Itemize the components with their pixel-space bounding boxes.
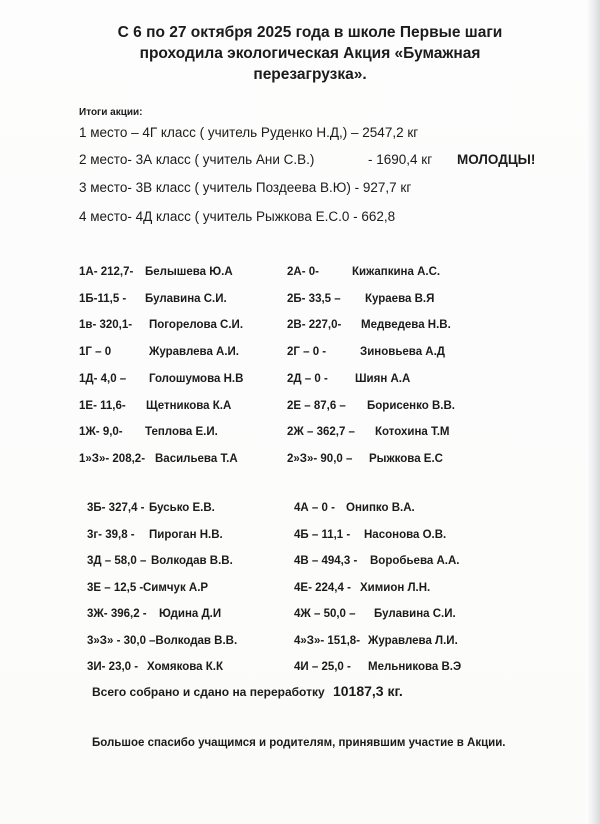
- page-edge-shadow: [586, 0, 600, 824]
- class-amount: 4В – 494,3 -: [294, 555, 358, 567]
- class-amount: 1Д- 4,0 –: [79, 372, 127, 385]
- teacher-name: Насонова О.В.: [364, 528, 447, 541]
- place-2-bravo: МОЛОДЦЫ!: [457, 152, 536, 167]
- teacher-name: Хомякова К.К: [147, 661, 223, 673]
- class-amount: 1»З»- 208,2-: [79, 452, 146, 465]
- class-amount: 3Е – 12,5 -: [87, 581, 144, 594]
- class-amount: 3»З» - 30,0: [87, 634, 146, 647]
- thanks-line: Большое спасибо учащимся и родителям, принявшим участие в Акции.: [92, 737, 506, 749]
- class-amount: 1Ж- 9,0-: [79, 426, 123, 439]
- total-value: 10187,3 кг.: [332, 683, 403, 699]
- class-amount: 1Б-11,5 -: [79, 292, 127, 305]
- class-amount: 4Б – 11,1 -: [294, 528, 351, 541]
- class-amount: 2В- 227,0-: [287, 319, 342, 332]
- teacher-name: Шиян А.А: [355, 372, 411, 385]
- title-line-3: перезагрузка».: [253, 66, 367, 83]
- place-2-amount: - 1690,4 кг: [368, 152, 433, 167]
- teacher-name: Котохина Т.М: [375, 426, 450, 439]
- class-amount: 2Е – 87,6 –: [287, 399, 346, 412]
- teacher-name: Щетникова К.А: [146, 399, 232, 412]
- class-amount: 1Е- 11,6-: [79, 399, 126, 412]
- teacher-name: Мельникова В.Э: [368, 661, 462, 673]
- document-title: [95, 22, 525, 85]
- teacher-name: Симчук А.Р: [143, 581, 209, 594]
- teacher-name: Кураева В.Я: [365, 292, 435, 305]
- teacher-name: Булавина С.И.: [374, 608, 456, 620]
- place-1-text: 1 место – 4Г класс ( учитель Руденко Н.Д,) – 2547,2 кг: [79, 125, 419, 140]
- teacher-name: Васильева Т.А: [155, 452, 238, 465]
- teacher-name: Голошумова Н.В: [149, 372, 244, 385]
- place-1: [79, 125, 418, 140]
- class-amount: 3Ж- 396,2 -: [87, 608, 147, 620]
- teacher-name: Кижапкина А.С.: [352, 266, 441, 278]
- class-amount: 2Ж – 362,7 –: [287, 426, 355, 439]
- place-4-text: 4 место- 4Д класс ( учитель Рыжкова Е.С.0 - 662,8: [79, 209, 396, 224]
- title-line-1: С 6 по 27 октября 2025 года в школе Первые шаги: [117, 24, 503, 41]
- teacher-name: Погорелова С.И.: [149, 319, 244, 332]
- class-amount: 1в- 320,1-: [79, 319, 133, 332]
- total-line: [92, 683, 403, 699]
- teacher-name: Пироган Н.В.: [149, 528, 223, 541]
- place-2-text: 2 место- 3А класс ( учитель Ани С.В.): [79, 152, 315, 167]
- place-2: [79, 152, 549, 170]
- class-amount: 2»З»- 90,0 –: [287, 452, 353, 465]
- teacher-name: Медведева Н.В.: [361, 319, 451, 332]
- results-label: Итоги акции:: [79, 107, 143, 118]
- teacher-name: Белышева Ю.А: [145, 266, 233, 278]
- teacher-name: Журавлева А.И.: [149, 346, 239, 359]
- teacher-name: Химион Л.Н.: [360, 581, 431, 594]
- teacher-name: Зиновьева А.Д: [360, 346, 445, 359]
- teacher-name: Волкодав В.В.: [151, 555, 233, 567]
- teacher-name: Бусько Е.В.: [149, 502, 215, 514]
- class-amount: 4»З»- 151,8-: [294, 634, 361, 647]
- class-amount: 2Д – 0 -: [287, 372, 328, 385]
- class-amount: 2Б- 33,5 –: [287, 292, 341, 305]
- teacher-name: Онипко В.А.: [346, 502, 415, 514]
- class-amount: 3Б- 327,4 -: [87, 502, 145, 514]
- teacher-name: Журавлева Л.И.: [368, 634, 458, 647]
- place-4: [79, 209, 395, 224]
- class-amount: 1Г – 0: [79, 346, 112, 359]
- teacher-name: Юдина Д.И: [159, 608, 222, 620]
- teacher-name: –Волкодав В.В.: [149, 634, 238, 647]
- class-amount: 4А – 0 -: [294, 502, 335, 514]
- class-amount: 2А- 0-: [287, 266, 319, 278]
- class-amount: 3И- 23,0 -: [87, 661, 139, 673]
- teacher-name: Булавина С.И.: [145, 292, 227, 305]
- total-label: Всего собрано и сдано на переработку: [92, 685, 325, 699]
- class-amount: 3Д – 58,0 –: [87, 555, 147, 567]
- class-amount: 4И – 25,0 -: [294, 661, 351, 673]
- teacher-name: Теплова Е.И.: [145, 426, 218, 439]
- class-amount: 4Ж – 50,0 –: [294, 608, 356, 620]
- teacher-name: Борисенко В.В.: [367, 399, 455, 412]
- class-amount: 3г- 39,8 -: [87, 528, 135, 541]
- place-3: [79, 180, 411, 195]
- class-amount: 2Г – 0 -: [287, 346, 327, 359]
- class-amount: 4Е- 224,4 -: [294, 581, 351, 594]
- teacher-name: Рыжкова Е.С: [369, 452, 443, 465]
- class-amount: 1А- 212,7-: [79, 266, 134, 278]
- teacher-name: Воробьева А.А.: [370, 555, 460, 567]
- place-3-text: 3 место- 3В класс ( учитель Поздеева В.Ю) - 927,7 кг: [79, 180, 412, 195]
- title-line-2: проходила экологическая Акция «Бумажная: [139, 45, 481, 62]
